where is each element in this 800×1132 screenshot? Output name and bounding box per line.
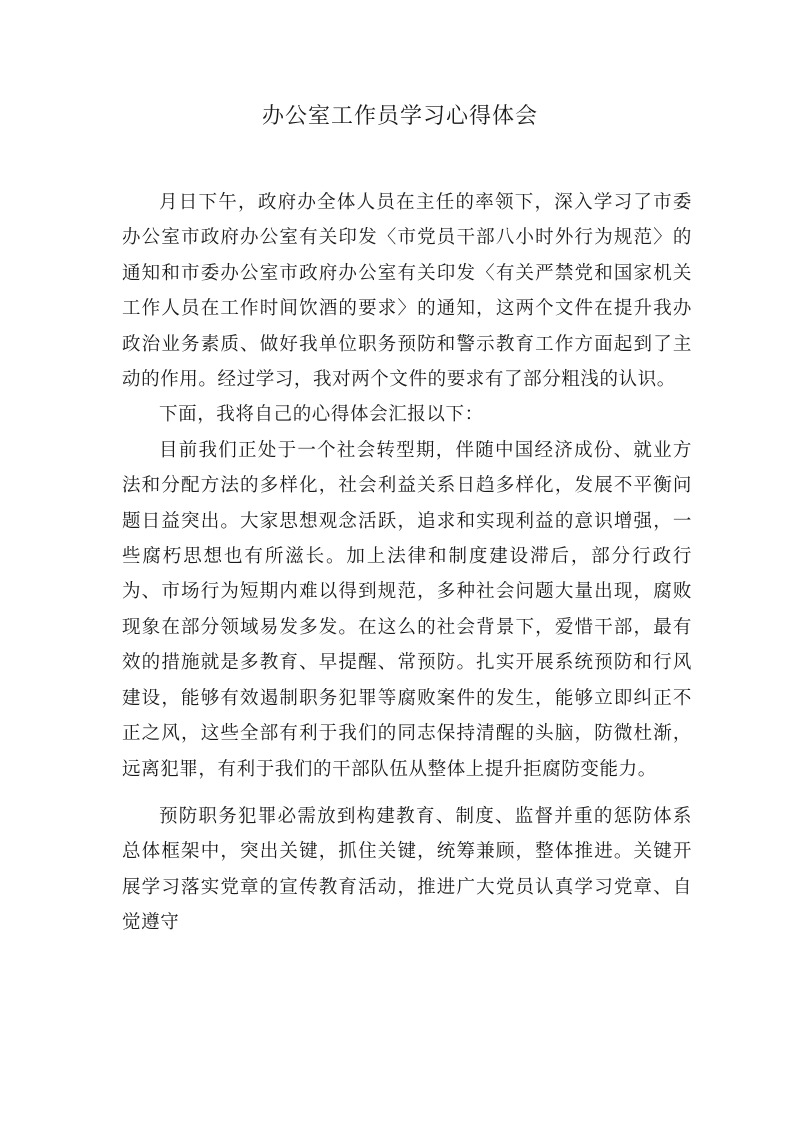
document-body	[122, 185, 692, 941]
paragraph-1: 月日下午，政府办全体人员在主任的率领下，深入学习了市委办公室市政府办公室有关印发〈市党员干部八小时外行为规范〉的通知和市委办公室市政府办公室有关印发〈有关严禁党和国家机关工作人员在工作时间饮酒的要求〉的通知，这两个文件在提升我办政治业务素质、做好我单位职务预防和警示教育工作方面起到了主动的作用。经过学习，我对两个文件的要求有了部分粗浅的认识。	[122, 192, 692, 391]
paragraph-4: 预防职务犯罪必需放到构建教育、制度、监督并重的惩防体系总体框架中，突出关键，抓住关键，统筹兼顾，整体推进。关键开展学习落实党章的宣传教育活动，推进广大党员认真学习党章、自觉遵守	[122, 805, 692, 934]
document-title: 办公室工作员学习心得体会	[261, 104, 538, 129]
paragraph-2: 下面，我将自己的心得体会汇报以下：	[159, 404, 484, 426]
paragraph-3: 目前我们正处于一个社会转型期，伴随中国经济成份、就业方法和分配方法的多样化，社会利益关系日趋多样化，发展不平衡问题日益突出。大家思想观念活跃，追求和实现利益的意识增强，一些腐朽思想也有所滋长。加上法律和制度建设滞后，部分行政行为、市场行为短期内难以得到规范，多种社会问题大量出现，腐败现象在部分领域易发多发。在这么的社会背景下，爱惜干部，最有效的措施就是多教育、早提醒、常预防。扎实开展系统预防和行风建设，能够有效遏制职务犯罪等腐败案件的发生，能够立即纠正不正之风，这些全部有利于我们的同志保持清醒的头脑，防微杜渐，远离犯罪，有利于我们的干部队伍从整体上提升拒腐防变能力。	[122, 439, 692, 780]
